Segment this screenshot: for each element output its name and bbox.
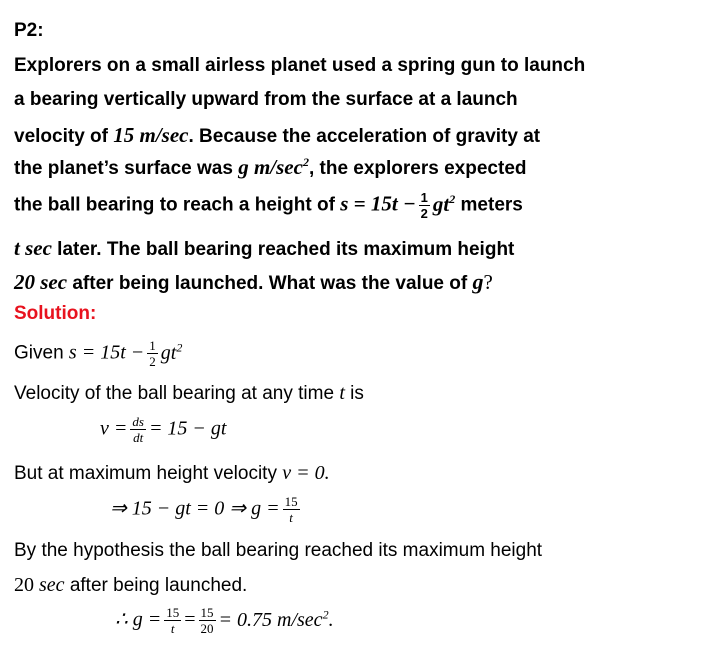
text: velocity of (14, 126, 114, 147)
solution-velocity-text (14, 382, 364, 405)
denominator: 2 (420, 206, 428, 221)
problem-line-5 (14, 190, 523, 221)
question-mark: ? (483, 270, 493, 294)
sec: sec (34, 574, 65, 596)
v-equals: v = (100, 417, 128, 440)
numerator: ds (132, 414, 144, 429)
result-equation (115, 605, 334, 636)
fraction-half (419, 190, 430, 221)
text: But at maximum height velocity (14, 463, 283, 484)
problem-line-1: Explorers on a small airless planet used a spring gun to launch (14, 55, 586, 76)
denominator: 20 (200, 621, 214, 636)
fraction-15-t (283, 494, 300, 525)
text: gt (160, 341, 177, 364)
t-symbol: t (339, 382, 345, 404)
superscript: 2 (322, 606, 329, 621)
fraction-15-t (164, 605, 181, 636)
fraction-half (147, 338, 158, 369)
problem-line-2: a bearing vertically upward from the surface at a launch (14, 89, 518, 110)
superscript: 2 (176, 339, 183, 354)
solution-given (14, 338, 182, 369)
text: after being launched. What was the value of (67, 273, 473, 294)
text: gt (432, 191, 450, 216)
text: Velocity of the ball bearing at any time (14, 383, 340, 404)
text: meters (455, 194, 523, 216)
numerator: 15 (166, 605, 180, 620)
text: . (328, 608, 334, 631)
denominator: dt (130, 429, 146, 445)
text: g m/sec (238, 155, 303, 179)
text: . Because the acceleration of gravity at (188, 126, 541, 147)
superscript: 2 (302, 155, 309, 169)
given-formula: s = 15t − (68, 341, 145, 364)
fraction-15-20 (199, 605, 216, 636)
therefore-g: ∴ g = (115, 608, 162, 631)
denominator: t (283, 509, 300, 525)
gt-squared (433, 192, 455, 216)
solution-hypothesis-1: By the hypothesis the ball bearing reached its maximum height (14, 540, 543, 561)
problem-line-3 (14, 123, 540, 148)
v-zero: v = 0. (282, 462, 330, 484)
velocity-rhs: = 15 − gt (148, 417, 227, 440)
problem-line-7 (14, 269, 493, 295)
text: the ball bearing to reach a height of (14, 194, 341, 216)
text: after being launched. (64, 575, 248, 596)
result-value (218, 606, 334, 631)
launch-velocity: 15 m/sec (113, 123, 189, 147)
implies-equation (110, 494, 303, 525)
numerator: 1 (420, 190, 428, 205)
velocity-equation (100, 414, 227, 445)
numerator: 15 (200, 605, 214, 620)
superscript: 2 (449, 191, 456, 206)
problem-line-4 (14, 155, 527, 180)
height-formula: s = 15t − (340, 191, 416, 216)
text: , the explorers expected (308, 158, 527, 179)
solution-label: Solution: (14, 303, 97, 324)
time-math: t sec (14, 236, 52, 260)
text: Given (14, 342, 69, 364)
g-symbol: g (472, 269, 484, 294)
fraction-ds-dt (130, 414, 146, 445)
text: = 0.75 m/sec (218, 608, 323, 631)
text: is (344, 383, 364, 404)
denominator: t (164, 620, 181, 636)
denominator: 2 (149, 354, 156, 369)
gravity-unit (238, 155, 309, 179)
gt-squared (160, 339, 183, 364)
text: later. The ball bearing reached its maximum height (51, 239, 515, 260)
problem-label: P2: (14, 20, 44, 41)
solution-max-height (14, 462, 330, 485)
twenty: 20 (14, 574, 34, 596)
max-time-math: 20 sec (14, 270, 68, 294)
equals: = (184, 608, 196, 631)
numerator: 15 (284, 494, 298, 509)
solution-hypothesis-2 (14, 574, 247, 597)
numerator: 1 (149, 338, 156, 353)
problem-line-6 (14, 236, 514, 261)
implies-math: ⇒ 15 − gt = 0 ⇒ g = (110, 497, 280, 520)
text: the planet’s surface was (14, 158, 239, 179)
